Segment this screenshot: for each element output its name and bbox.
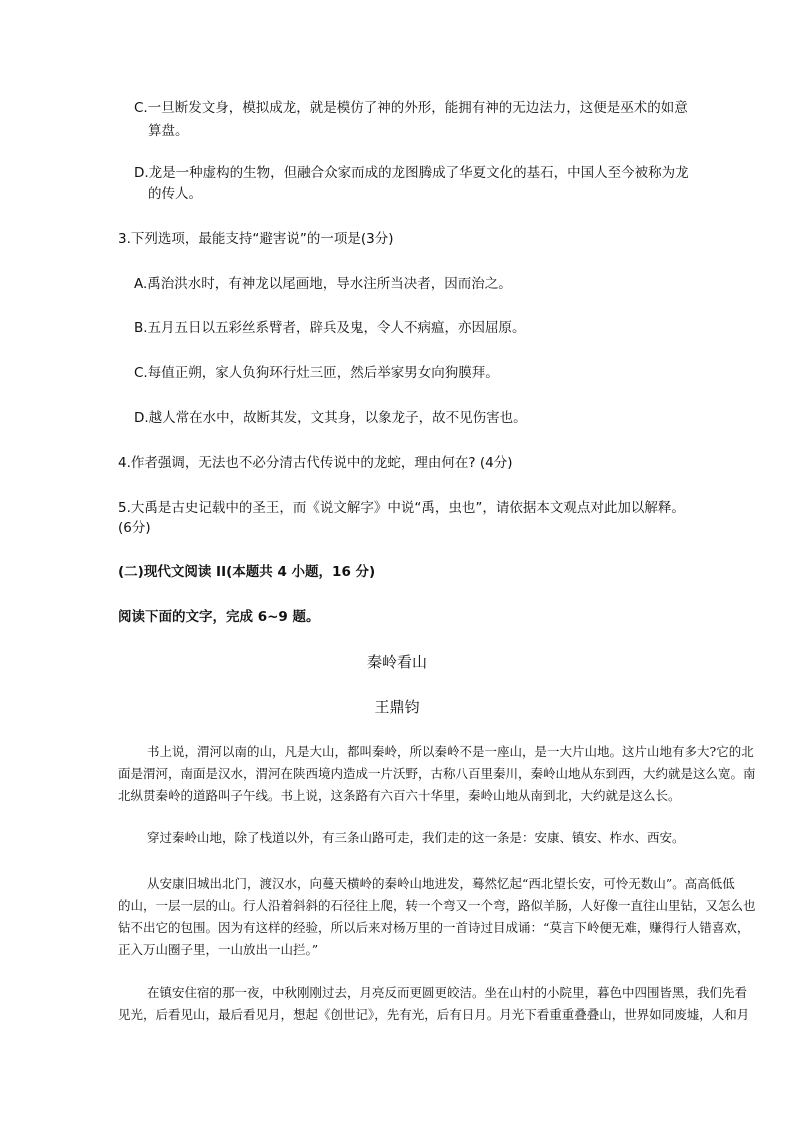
question-5-line-1: 5.大禹是古史记载中的圣王，而《说文解字》中说“禹，虫也”，请依据本文观点对此加以解释。 [118, 500, 685, 516]
article-author: 王鼎钧 [374, 698, 420, 716]
paragraph-3-line-2: 的山，一层一层的山。行人沿着斜斜的石径往上爬，转一个弯又一个弯，路似羊肠，人好像一直往山里钻，又怎么也 [118, 898, 756, 913]
paragraph-3-line-1: 从安康旧城出北门，渡汉水，向蔓天横岭的秦岭山地进发，蓦然忆起“西北望长安，可怜无数山”。高高低低 [147, 876, 735, 891]
paragraph-4-line-1: 在镇安住宿的那一夜，中秋刚刚过去，月亮反而更圆更皎洁。坐在山村的小院里，暮色中四围皆黑，我们先看 [147, 985, 748, 1000]
paragraph-3-line-4: 正入万山圈子里，一山放出一山拦。” [118, 942, 319, 957]
section-instruction: 阅读下面的文字，完成 6~9 题。 [118, 609, 320, 625]
option-c-line-2: 算盘。 [148, 123, 189, 139]
question-5-line-2: (6分) [118, 520, 151, 536]
question-3-option-a: A.禹治洪水时，有神龙以尾画地，导水注所当决者，因而治之。 [134, 276, 512, 292]
paragraph-1-line-3: 北纵贯秦岭的道路叫子午线。书上说，这条路有六百六十华里，秦岭山地从南到北，大约就是这么长。 [118, 788, 681, 803]
question-3-option-d: D.越人常在水中，故断其发，文其身，以象龙子，故不见伤害也。 [134, 410, 527, 426]
question-3-stem: 3.下列选项，最能支持“避害说”的一项是(3分) [118, 231, 394, 247]
option-d-line-2: 的传人。 [148, 186, 202, 202]
paragraph-1-line-2: 面是渭河，南面是汉水，渭河在陕西境内造成一片沃野，古称八百里秦川，秦岭山地从东到西，大约就是这么宽。南 [118, 766, 756, 781]
section-heading: (二)现代文阅读 II(本题共 4 小题，16 分) [118, 564, 376, 580]
question-3-option-b: B.五月五日以五彩丝系臂者，辟兵及鬼，令人不病瘟，亦因屈原。 [134, 320, 526, 336]
question-4-stem: 4.作者强调，无法也不必分清古代传说中的龙蛇，理由何在? (4分) [118, 455, 513, 471]
paragraph-2-line-1: 穿过秦岭山地，除了栈道以外，有三条山路可走，我们走的这一条是：安康、镇安、柞水、西安。 [147, 830, 685, 845]
paragraph-1-line-1: 书上说，渭河以南的山，凡是大山，都叫秦岭，所以秦岭不是一座山，是一大片山地。这片山地有多大?它的北 [147, 744, 754, 759]
option-d-line-1: D.龙是一种虚构的生物，但融合众家而成的龙图腾成了华夏文化的基石，中国人至今被称为龙 [134, 165, 689, 181]
question-3-option-c: C.每值正朔，家人负狗环行灶三匝，然后举家男女向狗膜拜。 [134, 365, 499, 381]
paragraph-3-line-3: 钻不出它的包围。因为有这样的经验，所以后来对杨万里的一首诗过目成诵：“莫言下岭便无难，赚得行人错喜欢， [118, 920, 750, 935]
paragraph-4-line-2: 见光，后看见山，最后看见月，想起《创世记》，先有光，后有日月。月光下看重重叠叠山，世界如同废墟，人和月 [118, 1007, 750, 1022]
article-title: 秦岭看山 [366, 653, 427, 671]
option-c-line-1: C.一旦断发文身，模拟成龙，就是模仿了神的外形，能拥有神的无边法力，这便是巫术的如意 [134, 100, 688, 116]
